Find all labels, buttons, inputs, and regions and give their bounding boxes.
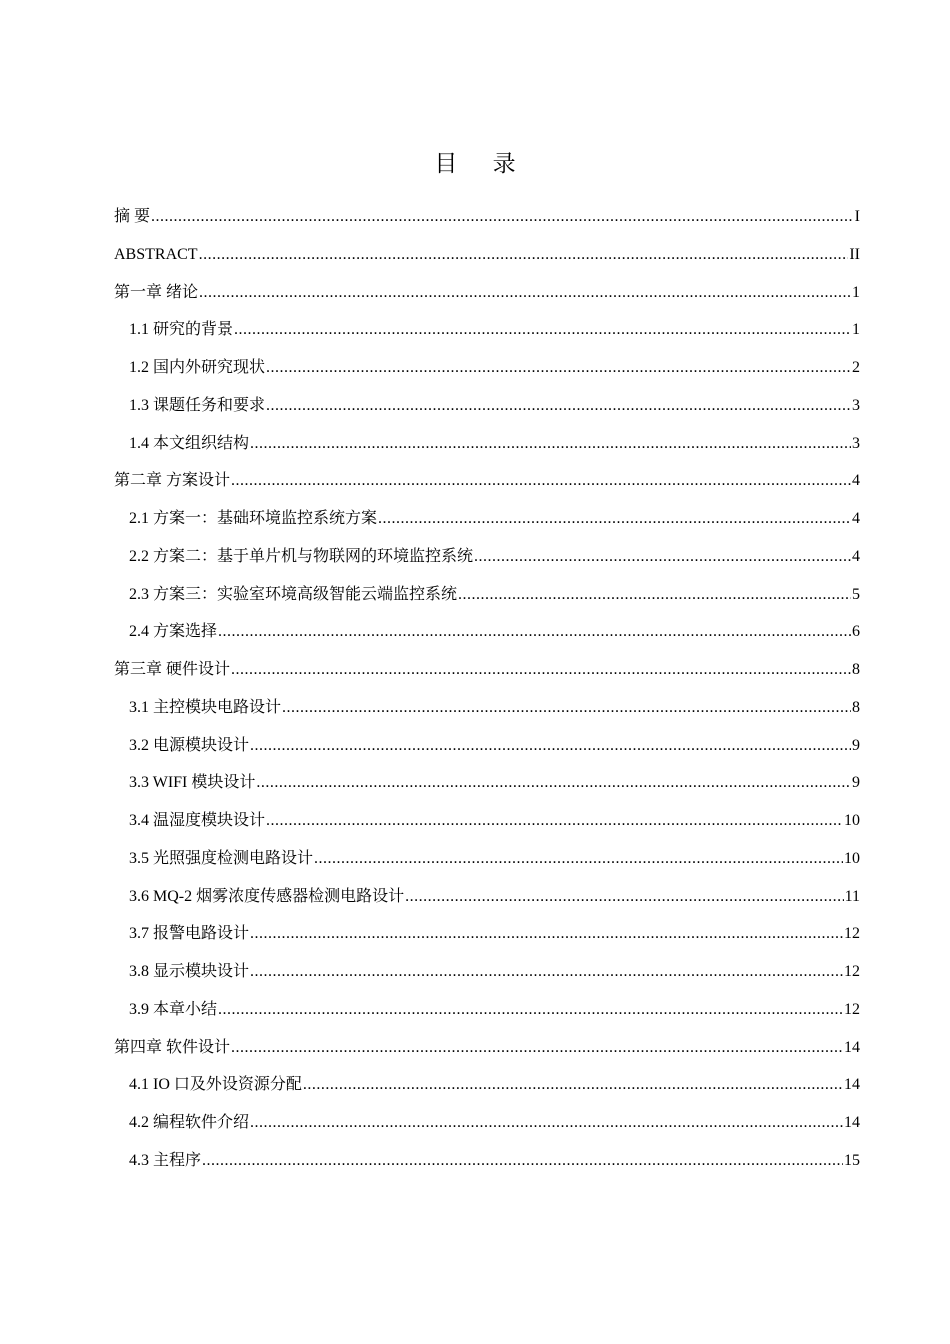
- toc-dot-leader: [199, 274, 851, 312]
- toc-entry[interactable]: [114, 915, 860, 953]
- toc-entry[interactable]: [114, 274, 860, 312]
- toc-entry-page-number: 14: [844, 1114, 860, 1131]
- toc-entry-label: 1.1 研究的背景: [129, 321, 234, 339]
- toc-entry-page-number: 1: [852, 321, 860, 339]
- toc-entry[interactable]: [114, 802, 860, 840]
- toc-dot-leader: [266, 349, 851, 387]
- toc-dot-leader: [303, 1066, 843, 1104]
- toc-entry[interactable]: [114, 953, 860, 991]
- toc-dot-leader: [250, 953, 843, 991]
- toc-dot-leader: [256, 764, 851, 802]
- toc-entry-page-number: 4: [852, 510, 860, 527]
- toc-entry[interactable]: [114, 613, 860, 651]
- toc-dot-leader: [266, 802, 843, 840]
- toc-entry[interactable]: [114, 1104, 860, 1142]
- toc-dot-leader: [250, 727, 851, 765]
- toc-entry-page-number: 11: [844, 887, 860, 905]
- toc-entry-page-number: 8: [852, 698, 860, 716]
- toc-entry[interactable]: [114, 878, 860, 916]
- toc-dot-leader: [405, 878, 843, 916]
- toc-entry-label: 第一章 绪论: [114, 283, 199, 301]
- toc-entry[interactable]: [114, 1142, 860, 1180]
- toc-dot-leader: [199, 236, 849, 274]
- toc-entry-label: ABSTRACT: [114, 245, 198, 263]
- toc-entry-page-number: 10: [844, 849, 860, 867]
- toc-entry[interactable]: [114, 840, 860, 878]
- toc-entry-label: 3.1 主控模块电路设计: [129, 698, 282, 716]
- toc-entry-label: 4.3 主程序: [129, 1151, 202, 1169]
- toc-entry-label: 3.6 MQ-2 烟雾浓度传感器检测电路设计: [129, 887, 405, 905]
- toc-dot-leader: [266, 387, 851, 425]
- toc-entry-label: 第二章 方案设计: [114, 472, 231, 490]
- toc-entry-page-number: 5: [852, 585, 860, 603]
- toc-entry-page-number: 8: [852, 661, 860, 678]
- toc-entry[interactable]: [114, 576, 860, 614]
- toc-entry-page-number: 2: [852, 359, 860, 376]
- toc-entry[interactable]: [114, 1029, 860, 1067]
- toc-entry-page-number: II: [849, 245, 860, 263]
- toc-entry-label: 3.8 显示模块设计: [129, 963, 250, 980]
- toc-dot-leader: [231, 1029, 843, 1067]
- toc-entry[interactable]: [114, 727, 860, 765]
- toc-dot-leader: [458, 576, 851, 614]
- toc-entry-page-number: 10: [844, 812, 860, 829]
- table-of-contents: [114, 198, 860, 1180]
- toc-entry[interactable]: [114, 387, 860, 425]
- toc-dot-leader: [151, 198, 854, 236]
- toc-entry[interactable]: [114, 500, 860, 538]
- toc-entry[interactable]: [114, 538, 860, 576]
- toc-entry[interactable]: [114, 651, 860, 689]
- toc-entry-label: 3.9 本章小结: [129, 1000, 218, 1018]
- toc-entry-page-number: 3: [852, 396, 860, 414]
- toc-entry[interactable]: [114, 236, 860, 274]
- toc-entry-label: 4.2 编程软件介绍: [129, 1114, 250, 1131]
- toc-entry-page-number: 12: [844, 1000, 860, 1018]
- toc-entry[interactable]: [114, 689, 860, 727]
- toc-entry[interactable]: [114, 1066, 860, 1104]
- toc-entry-label: 1.2 国内外研究现状: [129, 359, 266, 376]
- toc-entry-page-number: 14: [844, 1076, 860, 1094]
- toc-entry-label: 第四章 软件设计: [114, 1038, 231, 1056]
- toc-entry[interactable]: [114, 198, 860, 236]
- toc-entry-label: 2.2 方案二：基于单片机与物联网的环境监控系统: [129, 547, 474, 565]
- toc-entry-label: 3.7 报警电路设计: [129, 925, 250, 943]
- toc-entry-page-number: 12: [844, 963, 860, 980]
- toc-entry-label: 1.4 本文组织结构: [129, 434, 250, 452]
- toc-entry[interactable]: [114, 425, 860, 463]
- toc-entry[interactable]: [114, 349, 860, 387]
- toc-entry-label: 2.4 方案选择: [129, 623, 218, 641]
- toc-entry-page-number: 12: [844, 925, 860, 943]
- toc-dot-leader: [202, 1142, 843, 1180]
- page-title: 目 录: [434, 151, 530, 177]
- toc-entry-label: 3.4 温湿度模块设计: [129, 812, 266, 829]
- toc-entry-label: 2.1 方案一：基础环境监控系统方案: [129, 510, 378, 527]
- toc-dot-leader: [250, 425, 851, 463]
- toc-entry-page-number: 15: [844, 1151, 860, 1169]
- toc-dot-leader: [378, 500, 851, 538]
- toc-entry-label: 3.2 电源模块设计: [129, 736, 250, 754]
- toc-entry-label: 4.1 IO 口及外设资源分配: [129, 1076, 302, 1094]
- toc-dot-leader: [218, 613, 851, 651]
- toc-entry-label: 2.3 方案三：实验室环境高级智能云端监控系统: [129, 585, 458, 603]
- toc-dot-leader: [282, 689, 851, 727]
- toc-dot-leader: [234, 311, 851, 349]
- toc-entry-page-number: 9: [852, 736, 860, 754]
- toc-dot-leader: [474, 538, 851, 576]
- toc-entry-page-number: I: [854, 208, 860, 225]
- toc-entry[interactable]: [114, 311, 860, 349]
- toc-entry-page-number: 1: [852, 283, 860, 301]
- toc-dot-leader: [250, 915, 843, 953]
- toc-entry-page-number: 9: [852, 774, 860, 792]
- toc-dot-leader: [250, 1104, 843, 1142]
- toc-entry-label: 3.5 光照强度检测电路设计: [129, 849, 314, 867]
- toc-entry-page-number: 14: [844, 1038, 860, 1056]
- toc-entry-page-number: 6: [852, 623, 860, 641]
- toc-dot-leader: [218, 991, 843, 1029]
- toc-entry-label: 第三章 硬件设计: [114, 661, 231, 678]
- toc-entry-page-number: 3: [852, 434, 860, 452]
- toc-entry-label: 摘 要: [114, 208, 151, 225]
- toc-entry[interactable]: [114, 991, 860, 1029]
- toc-dot-leader: [314, 840, 843, 878]
- toc-entry[interactable]: [114, 462, 860, 500]
- toc-entry[interactable]: [114, 764, 860, 802]
- toc-entry-label: 3.3 WIFI 模块设计: [129, 774, 256, 792]
- toc-dot-leader: [231, 651, 851, 689]
- toc-dot-leader: [231, 462, 851, 500]
- toc-entry-page-number: 4: [852, 472, 860, 490]
- toc-entry-label: 1.3 课题任务和要求: [129, 396, 266, 414]
- toc-entry-page-number: 4: [852, 547, 860, 565]
